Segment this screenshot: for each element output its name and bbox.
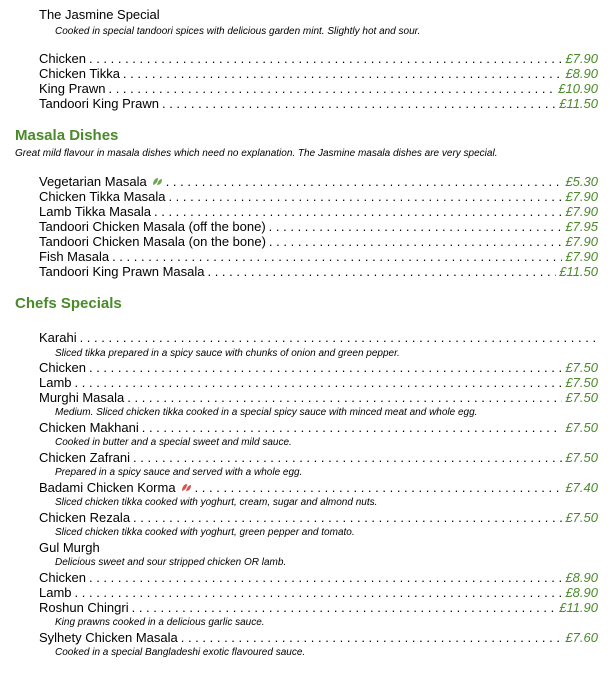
menu-item (39, 450, 598, 465)
item-description: Sliced chicken tikka cooked with yoghurt, cream, sugar and almond nuts. (55, 497, 378, 508)
item-price: £7.90 (565, 234, 598, 249)
dot-leader (127, 390, 562, 405)
item-name: Chicken Rezala (39, 510, 131, 525)
item-name-text: Vegetarian Masala (39, 174, 147, 189)
item-name: Chicken (39, 51, 86, 66)
menu-item (39, 264, 598, 279)
item-name: Karahi (39, 330, 77, 345)
chefs-specials-heading: Chefs Specials (15, 295, 122, 312)
item-name (39, 480, 192, 495)
menu-item (39, 174, 598, 189)
item-name (39, 174, 163, 189)
dot-leader (80, 330, 595, 345)
dot-leader (269, 234, 563, 249)
menu-item (39, 540, 598, 555)
jasmine-special-description: Cooked in special tandoori spices with delicious garden mint. Slightly hot and sour. (55, 26, 421, 37)
dot-leader (181, 630, 563, 645)
dot-leader (132, 600, 557, 615)
dot-leader (89, 360, 562, 375)
menu-item (39, 570, 598, 585)
item-description: Cooked in a special Bangladeshi exotic flavoured sauce. (55, 647, 306, 658)
nuts-leaf-icon (181, 483, 192, 492)
item-price: £7.50 (565, 375, 598, 390)
item-price: £7.90 (565, 249, 598, 264)
menu-item (39, 585, 598, 600)
item-name: Chicken (39, 570, 86, 585)
item-name: Chicken Tikka (39, 66, 120, 81)
item-name: Roshun Chingri (39, 600, 129, 615)
item-name: Lamb Tikka Masala (39, 204, 151, 219)
dot-leader (142, 420, 563, 435)
dot-leader (162, 96, 556, 111)
dot-leader (133, 450, 562, 465)
item-name: Tandoori King Prawn (39, 96, 159, 111)
item-price: £8.90 (565, 66, 598, 81)
item-name: Lamb (39, 375, 72, 390)
menu-item (39, 330, 598, 345)
menu-item (39, 510, 598, 525)
dot-leader (207, 264, 556, 279)
item-description: King prawns cooked in a delicious garlic sauce. (55, 617, 265, 628)
item-price: £7.95 (565, 219, 598, 234)
item-price: £10.90 (558, 81, 598, 96)
item-price: £11.90 (559, 600, 598, 615)
dot-leader (166, 174, 563, 189)
item-price: £11.50 (559, 96, 598, 111)
dot-leader (75, 375, 563, 390)
menu-item (39, 249, 598, 264)
menu-item (39, 96, 598, 111)
item-name: Murghi Masala (39, 390, 125, 405)
item-price: £7.50 (565, 390, 598, 405)
menu-item (39, 51, 598, 66)
menu-item (39, 204, 598, 219)
dot-leader (112, 249, 562, 264)
menu-item (39, 600, 598, 615)
item-name: Chicken (39, 360, 86, 375)
item-description: Delicious sweet and sour stripped chicken OR lamb. (55, 557, 287, 568)
menu-item (39, 420, 598, 435)
item-price: £7.90 (565, 204, 598, 219)
item-name: Fish Masala (39, 249, 110, 264)
dot-leader (108, 81, 555, 96)
item-price: £8.90 (565, 585, 598, 600)
item-price: £7.90 (565, 51, 598, 66)
item-price: £7.60 (565, 630, 598, 645)
item-price: £7.50 (565, 510, 598, 525)
dot-leader (75, 585, 563, 600)
masala-dishes-heading: Masala Dishes (15, 127, 119, 144)
item-name: Tandoori Chicken Masala (on the bone) (39, 234, 266, 249)
masala-dishes-description: Great mild flavour in masala dishes which need no explanation. The Jasmine masala dishes are very special. (15, 148, 498, 159)
menu-item (39, 189, 598, 204)
menu-item (39, 81, 598, 96)
item-name: Sylhety Chicken Masala (39, 630, 178, 645)
item-price: £5.30 (565, 174, 598, 189)
menu-item (39, 219, 598, 234)
dot-leader (123, 66, 563, 81)
dot-leader (89, 51, 562, 66)
item-description: Medium. Sliced chicken tikka cooked in a special spicy sauce with minced meat and whole egg. (55, 407, 478, 418)
vegetarian-leaf-icon (152, 177, 163, 186)
item-description: Cooked in butter and a special sweet and mild sauce. (55, 437, 292, 448)
menu-item (39, 630, 598, 645)
item-name: Tandoori King Prawn Masala (39, 264, 205, 279)
item-name-text: Badami Chicken Korma (39, 480, 176, 495)
item-price: £7.50 (565, 420, 598, 435)
item-price: £7.50 (565, 360, 598, 375)
item-name: Chicken Zafrani (39, 450, 131, 465)
item-name: Chicken Makhani (39, 420, 139, 435)
item-name: Gul Murgh (39, 540, 100, 555)
menu-item (39, 390, 598, 405)
menu-item (39, 375, 598, 390)
item-price: £8.90 (565, 570, 598, 585)
item-name: King Prawn (39, 81, 106, 96)
dot-leader (168, 189, 562, 204)
dot-leader (269, 219, 563, 234)
dot-leader (195, 480, 563, 495)
dot-leader (89, 570, 562, 585)
jasmine-special-title: The Jasmine Special (39, 7, 160, 22)
item-description: Sliced tikka prepared in a spicy sauce with chunks of onion and green pepper. (55, 348, 400, 359)
item-price: £11.50 (559, 264, 598, 279)
menu-item (39, 360, 598, 375)
menu-item (39, 66, 598, 81)
item-price: £7.90 (565, 189, 598, 204)
item-name: Tandoori Chicken Masala (off the bone) (39, 219, 266, 234)
menu-item (39, 234, 598, 249)
item-name: Chicken Tikka Masala (39, 189, 166, 204)
item-price: £7.50 (565, 450, 598, 465)
dot-leader (154, 204, 562, 219)
item-description: Sliced chicken tikka cooked with yoghurt, green pepper and tomato. (55, 527, 355, 538)
item-price: £7.40 (565, 480, 598, 495)
dot-leader (133, 510, 562, 525)
menu-item (39, 480, 598, 495)
item-name: Lamb (39, 585, 72, 600)
item-description: Prepared in a spicy sauce and served with a whole egg. (55, 467, 303, 478)
